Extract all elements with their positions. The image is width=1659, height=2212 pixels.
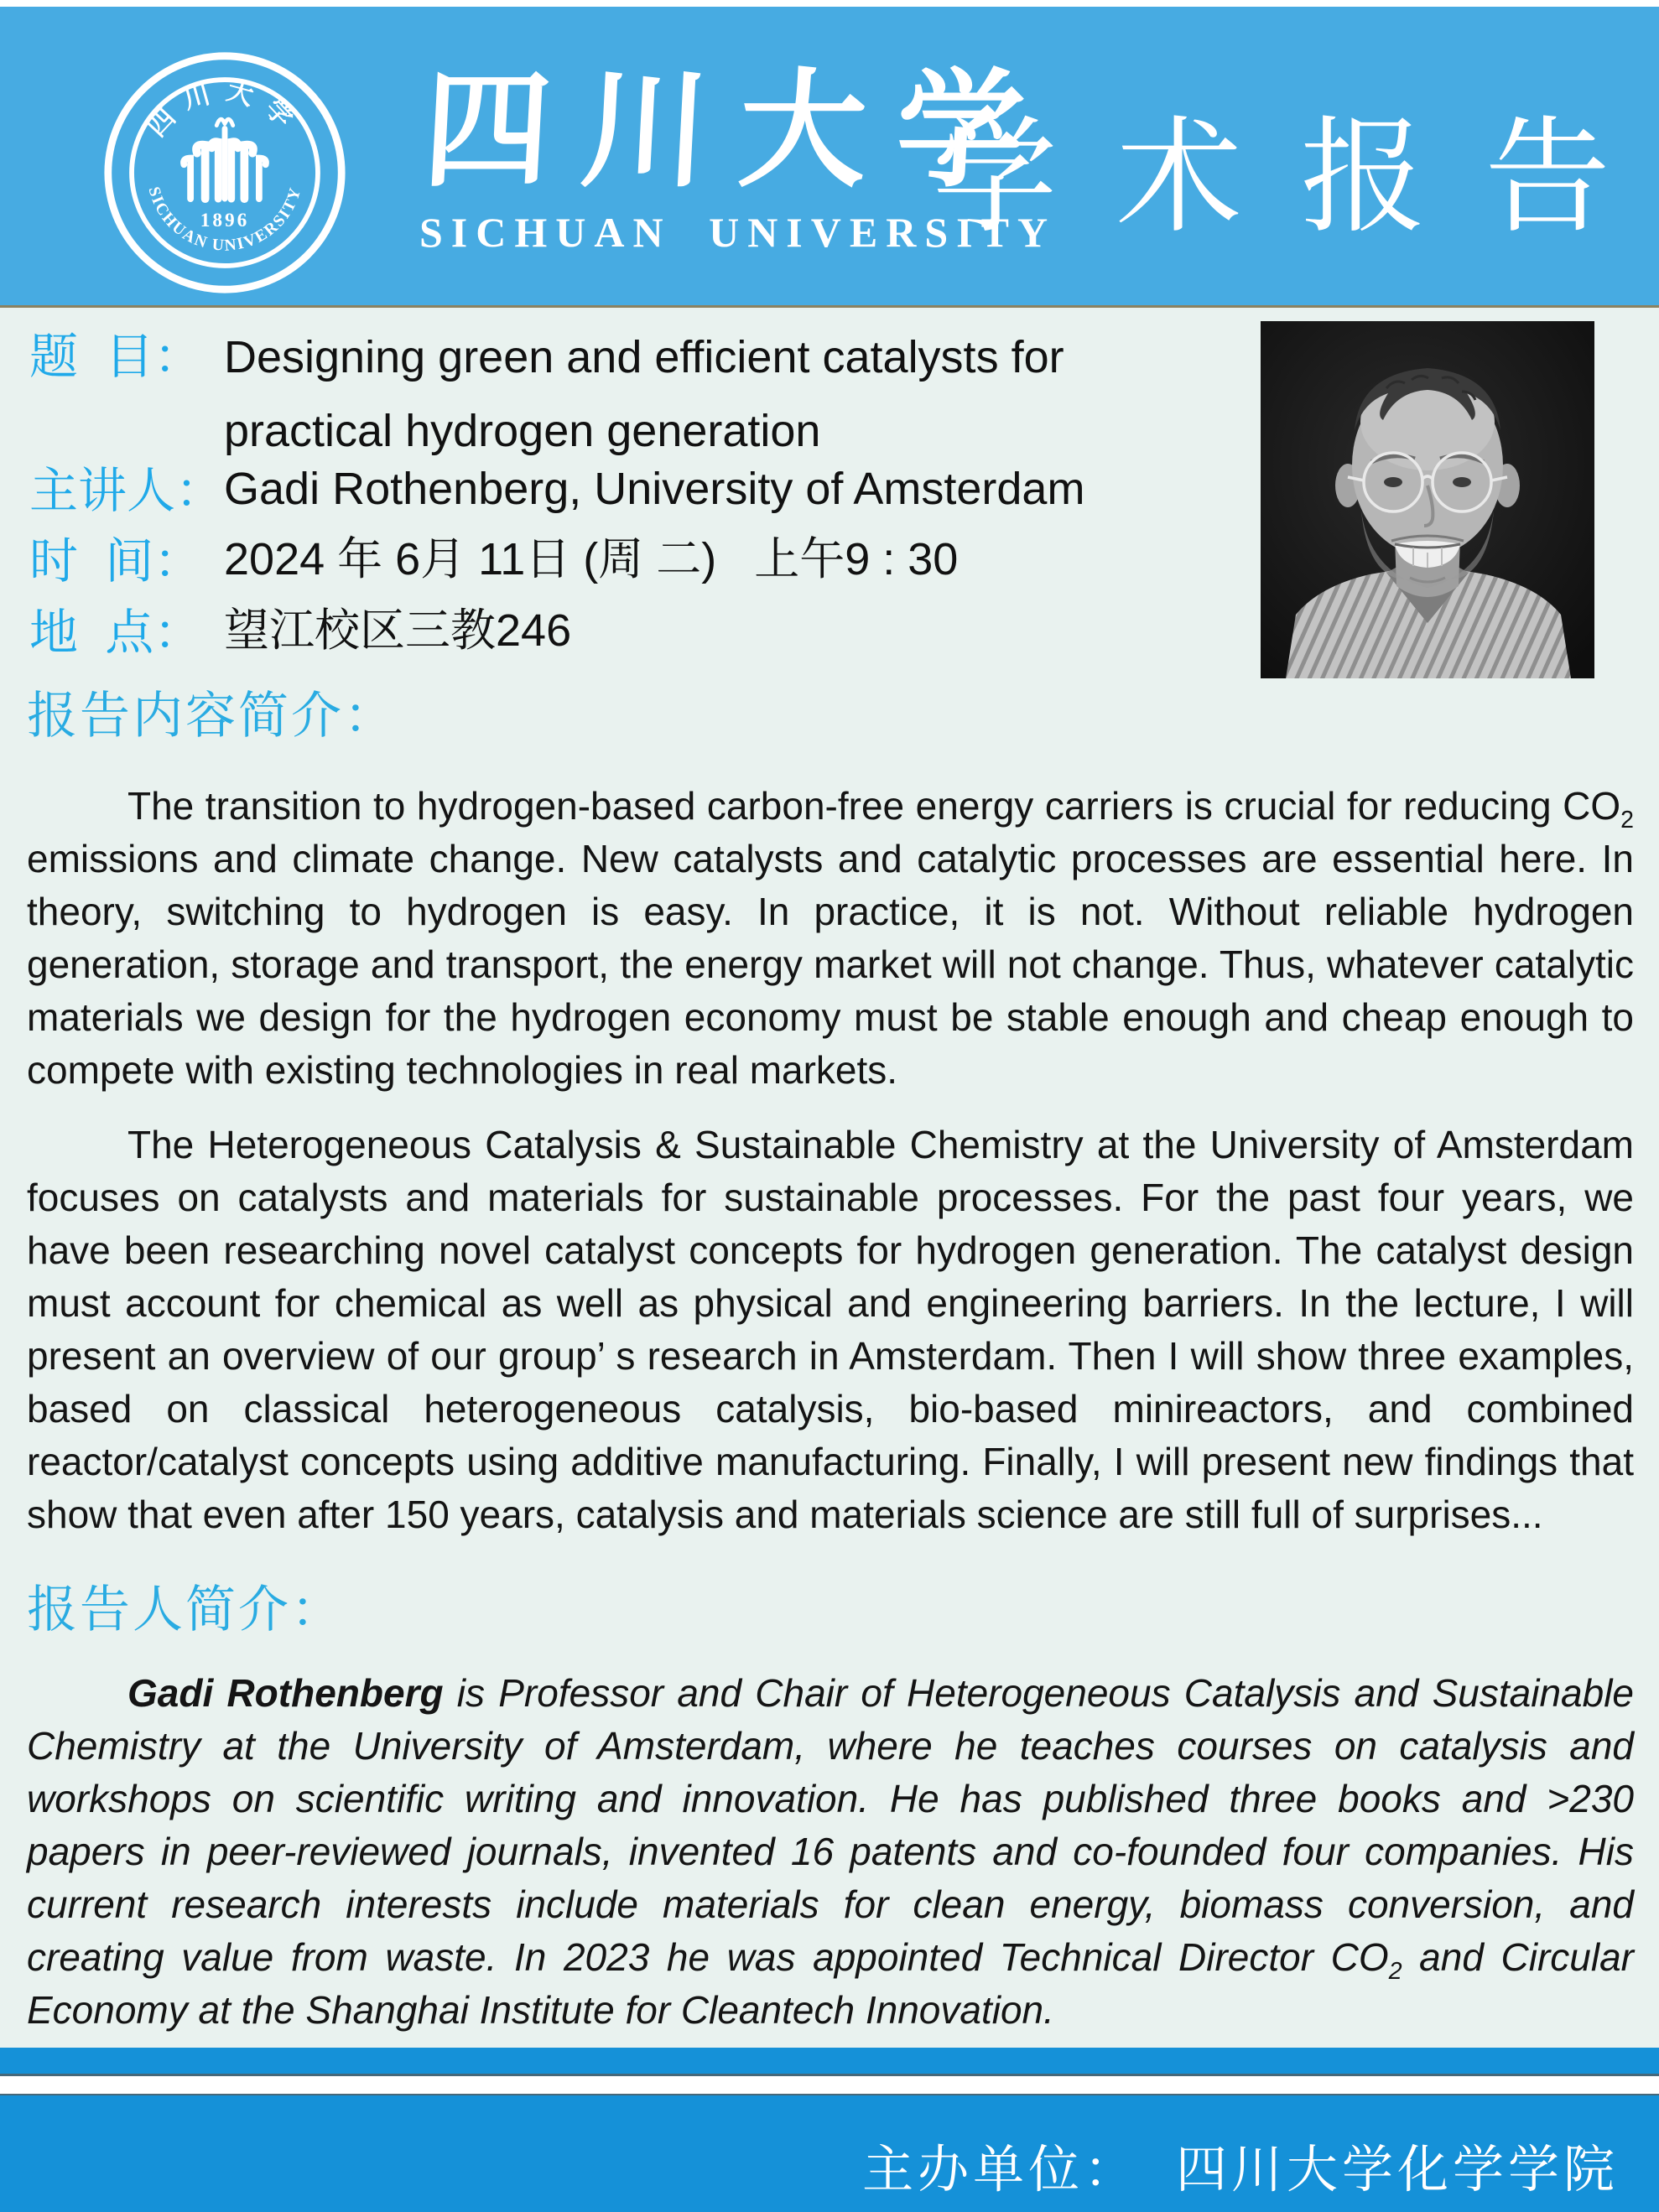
title-value: Designing green and efficient catalysts for practical hydrogen generation <box>224 332 1077 456</box>
info-row-place <box>29 603 571 664</box>
speaker-label: 主讲人： <box>29 464 225 518</box>
time-label: 时 间： <box>29 534 203 589</box>
abstract-heading: 报告内容简介： <box>27 688 397 744</box>
footer-bar <box>0 2095 1659 2212</box>
info-row-time <box>29 532 958 593</box>
footer-white-stripe <box>0 2076 1659 2095</box>
seal-year: 1896 <box>200 210 250 232</box>
header-banner <box>0 7 1659 308</box>
organizer-text: 主办单位： 四川大学化学学院 <box>862 2141 1619 2198</box>
time-value: 2024 年 6月 11日 (周 二) 上午9 : 30 <box>224 534 959 584</box>
footer-accent-stripe <box>0 2048 1659 2076</box>
place-label: 地 点： <box>29 605 203 660</box>
info-row-title <box>29 320 1230 468</box>
top-white-strip <box>0 0 1659 7</box>
banner-title-academic-report: 学 术 报 告 <box>931 106 1622 247</box>
speaker-photo <box>1261 321 1594 678</box>
seal-bottom-text: SICHUAN UNIVERSITY <box>144 184 305 255</box>
title-label: 题 目： <box>29 330 203 384</box>
sichuan-university-seal-icon <box>102 50 347 295</box>
abstract-paragraph-2: The Heterogeneous Catalysis & Sustainable Chemistry at the University of Amsterdam focuses on catalysts and materials for sustainable processes. For the past four years, we have been researching novel catalyst concepts for hydrogen generation. The catalyst design must account for chemical as well as physical and engineering barriers. In the lecture, I will present an overview of our group’ s research in Amsterdam. Then I will show three examples, based on classical heterogeneous catalysis, bio-based minireactors, and combined reactor/catalyst concepts using additive manufacturing. Finally, I will present new findings that show that even after 150 years, catalysis and materials science are still full of surprises... <box>27 1123 1634 1536</box>
seal-gate-emblem <box>184 119 266 199</box>
bio-heading: 报告人简介： <box>27 1581 344 1638</box>
speaker-value: Gadi Rothenberg, University of Amsterdam <box>224 464 1085 514</box>
brand-english-name: SICHUAN UNIVERSITY <box>419 209 1057 256</box>
seal-top-text: 四川大学 <box>142 75 308 143</box>
abstract-paragraph-1: The transition to hydrogen-based carbon-free energy carriers is crucial for reducing $CO_2$ emissions and climate change. New catalysts and catalytic processes are essential here. In theory, switching to hydrogen is easy. In practice, it is not. Without reliable hydrogen generation, storage and transport, the energy market will not change. Thus, whatever catalytic materials we design for the hydrogen economy must be stable enough and cheap enough to compete with existing technologies in real markets. <box>27 784 1634 1092</box>
bio-paragraph: Gadi Rothenberg is Professor and Chair of Heterogeneous Catalysis and Sustainable Chemistry at the University of Amsterdam, where he teaches courses on catalysis and workshops on scientific writing and innovation. He has published three books and >230 papers in peer-reviewed journals, invented 16 patents and co-founded four companies. His current research interests include materials for clean energy, biomass conversion, and creating value from waste. In 2023 he was appointed Technical Director $CO_2$ and Circular Economy at the Shanghai Institute for Cleantech Innovation. <box>27 1671 1635 2032</box>
place-value: 望江校区三教246 <box>224 605 572 656</box>
info-row-speaker <box>29 461 1084 522</box>
brand-chinese-calligraphy: 四川大学 <box>419 60 1058 202</box>
